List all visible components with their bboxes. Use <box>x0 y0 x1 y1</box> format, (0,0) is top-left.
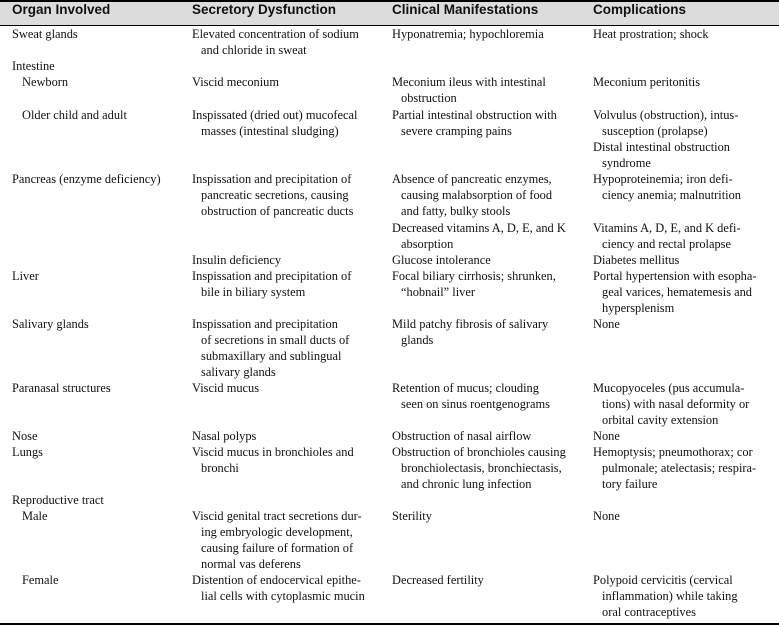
cell-line: obstruction of pancreatic ducts <box>201 204 354 218</box>
cell-line: Nasal polyps <box>192 429 257 443</box>
cell-organ-liver <box>12 268 39 284</box>
cell-line: Viscid meconium <box>192 75 280 89</box>
cell-line: Female <box>22 573 59 587</box>
cell-dysfunction-male <box>192 508 362 572</box>
cell-line: causing failure of formation of <box>201 541 354 555</box>
cell-dysfunction-lungs <box>192 444 354 476</box>
cell-line: salivary glands <box>201 365 276 379</box>
cell-manifestations-newborn <box>392 74 546 106</box>
cell-line: Volvulus (obstruction), intus- <box>593 108 739 122</box>
cell-complications-newborn <box>593 74 700 90</box>
cell-line: bronchiolectasis, bronchiectasis, <box>401 461 562 475</box>
cell-line: bronchi <box>201 461 239 475</box>
cell-line: Focal biliary cirrhosis; shrunken, <box>392 269 556 283</box>
cell-line: orbital cavity extension <box>602 413 719 427</box>
cell-organ-intestine <box>12 58 55 74</box>
cell-line: Lungs <box>12 445 43 459</box>
cell-line: Decreased fertility <box>392 573 484 587</box>
cell-line: Viscid mucus in bronchioles and <box>192 445 354 459</box>
cell-manifestations-vitamins <box>392 220 566 252</box>
cell-complications-salivary <box>593 316 620 332</box>
cell-line: “hobnail” liver <box>401 285 475 299</box>
cell-line: Inspissation and precipitation <box>192 317 338 331</box>
cell-line: Meconium peritonitis <box>593 75 701 89</box>
cell-line: Elevated concentration of sodium <box>192 27 359 41</box>
cell-line: Newborn <box>22 75 69 89</box>
cell-manifestations-older <box>392 107 557 139</box>
cell-line: Obstruction of bronchioles causing <box>392 445 566 459</box>
cell-line: obstruction <box>401 91 457 105</box>
cell-complications-vitamins <box>593 220 741 252</box>
cell-line: Retention of mucus; clouding <box>392 381 539 395</box>
header-dysfunction: Secretory Dysfunction <box>192 2 337 17</box>
cell-line: absorption <box>401 237 454 251</box>
cell-line: geal varices, hematemesis and <box>602 285 753 299</box>
cell-manifestations-lungs <box>392 444 566 492</box>
cell-organ-repro <box>12 492 104 508</box>
cell-complications-female <box>593 572 738 620</box>
cell-manifestations-female <box>392 572 484 588</box>
cell-line: ciency and rectal prolapse <box>602 237 732 251</box>
header-organ: Organ Involved <box>12 2 111 17</box>
cell-line: Intestine <box>12 59 55 73</box>
cell-line: submaxillary and sublingual <box>201 349 342 363</box>
cell-dysfunction-liver <box>192 268 351 300</box>
cell-manifestations-liver <box>392 268 556 300</box>
header-complications: Complications <box>593 2 687 17</box>
cell-line: Paranasal structures <box>12 381 111 395</box>
cell-line: Hyponatremia; hypochloremia <box>392 27 544 41</box>
cell-line: severe cramping pains <box>401 124 512 138</box>
cell-organ-lungs <box>12 444 43 460</box>
cell-line: Mucopyoceles (pus accumula- <box>593 381 745 395</box>
cell-organ-newborn <box>22 74 68 90</box>
cell-line: Liver <box>12 269 39 283</box>
cell-complications-liver <box>593 268 756 316</box>
cell-manifestations-glucose <box>392 252 491 268</box>
cell-line: Male <box>22 509 48 523</box>
cell-line: Sterility <box>392 509 432 523</box>
cell-complications-paranasal <box>593 380 749 428</box>
cell-line: ing embryologic development, <box>201 525 353 539</box>
cell-line: Inspissation and precipitation of <box>192 269 352 283</box>
cell-manifestations-paranasal <box>392 380 550 412</box>
header-manifestations: Clinical Manifestations <box>392 2 539 17</box>
cell-line: Nose <box>12 429 38 443</box>
cell-line: normal vas deferens <box>201 557 301 571</box>
cell-line: Viscid mucus <box>192 381 260 395</box>
cell-line: pulmonale; atelectasis; respira- <box>602 461 757 475</box>
cell-line: hypersplenism <box>602 301 675 315</box>
cell-line: Partial intestinal obstruction with <box>392 108 557 122</box>
cell-line: Heat prostration; shock <box>593 27 709 41</box>
cell-manifestations-salivary <box>392 316 548 348</box>
cell-line: Hemoptysis; pneumothorax; cor <box>593 445 753 459</box>
cell-organ-sweat <box>12 26 78 42</box>
cell-line: masses (intestinal sludging) <box>201 124 339 138</box>
cell-line: ciency anemia; malnutrition <box>602 188 742 202</box>
cell-line: Mild patchy fibrosis of salivary <box>392 317 549 331</box>
cell-line: Glucose intolerance <box>392 253 491 267</box>
cell-manifestations-male <box>392 508 432 524</box>
cell-line: Distal intestinal obstruction <box>593 140 730 154</box>
cell-complications-distal <box>593 139 730 171</box>
cell-line: and fatty, bulky stools <box>401 204 511 218</box>
cell-complications-older <box>593 107 738 139</box>
cell-line: Decreased vitamins A, D, E, and K <box>392 221 566 235</box>
cell-line: bile in biliary system <box>201 285 306 299</box>
cell-line: glands <box>401 333 434 347</box>
cell-organ-pancreas <box>12 171 161 187</box>
cell-complications-sweat <box>593 26 709 42</box>
cell-line: Sweat glands <box>12 27 78 41</box>
cell-line: pancreatic secretions, causing <box>201 188 349 202</box>
cell-line: Vitamins A, D, E, and K defi- <box>593 221 741 235</box>
cell-organ-female <box>22 572 58 588</box>
cell-complications-diabetes <box>593 252 679 268</box>
cell-line: Meconium ileus with intestinal <box>392 75 546 89</box>
cell-line: Diabetes mellitus <box>593 253 680 267</box>
cell-line: Pancreas (enzyme deficiency) <box>12 172 161 186</box>
cell-line: tions) with nasal deformity or <box>602 397 750 411</box>
cell-line: None <box>593 317 620 331</box>
cell-organ-salivary <box>12 316 89 332</box>
cell-organ-older <box>22 107 127 123</box>
cell-line: Obstruction of nasal airflow <box>392 429 532 443</box>
cell-manifestations-nose <box>392 428 531 444</box>
cell-line: Hypoproteinemia; iron defi- <box>593 172 733 186</box>
cell-line: None <box>593 509 620 523</box>
cell-dysfunction-pancreas <box>192 171 353 219</box>
cell-line: susception (prolapse) <box>602 124 708 138</box>
cell-complications-nose <box>593 428 620 444</box>
cell-line: causing malabsorption of food <box>401 188 553 202</box>
cell-manifestations-sweat <box>392 26 544 42</box>
cell-dysfunction-insulin <box>192 252 281 268</box>
cell-line: inflammation) while taking <box>602 589 738 603</box>
cell-line: Absence of pancreatic enzymes, <box>392 172 552 186</box>
cell-line: oral contraceptives <box>602 605 696 619</box>
cell-dysfunction-salivary <box>192 316 349 380</box>
cell-line: tory failure <box>602 477 658 491</box>
cell-complications-male <box>593 508 620 524</box>
cell-line: Older child and adult <box>22 108 127 122</box>
cell-complications-lungs <box>593 444 756 492</box>
cell-line: Portal hypertension with esopha- <box>593 269 757 283</box>
cell-line: and chloride in sweat <box>201 43 307 57</box>
cell-line: Viscid genital tract secretions dur- <box>192 509 362 523</box>
cell-dysfunction-newborn <box>192 74 279 90</box>
cell-line: None <box>593 429 620 443</box>
cell-line: Inspissated (dried out) mucofecal <box>192 108 358 122</box>
cell-dysfunction-paranasal <box>192 380 259 396</box>
cell-organ-nose <box>12 428 37 444</box>
cell-complications-pancreas <box>593 171 741 203</box>
cell-line: seen on sinus roentgenograms <box>401 397 551 411</box>
cell-organ-male <box>22 508 47 524</box>
cell-line: Distention of endocervical epithe- <box>192 573 361 587</box>
cell-dysfunction-sweat <box>192 26 359 58</box>
cell-dysfunction-female <box>192 572 365 604</box>
cell-line: lial cells with cytoplasmic mucin <box>201 589 365 603</box>
cell-dysfunction-older <box>192 107 358 139</box>
cell-line: of secretions in small ducts of <box>201 333 350 347</box>
cell-manifestations-pancreas <box>392 171 552 219</box>
cell-line: Polypoid cervicitis (cervical <box>593 573 733 587</box>
cell-line: Inspissation and precipitation of <box>192 172 352 186</box>
cell-line: Reproductive tract <box>12 493 104 507</box>
cell-line: syndrome <box>602 156 651 170</box>
bottom-rule <box>0 623 779 625</box>
cell-organ-paranasal <box>12 380 111 396</box>
cell-line: and chronic lung infection <box>401 477 532 491</box>
cell-line: Insulin deficiency <box>192 253 282 267</box>
cell-line: Salivary glands <box>12 317 89 331</box>
cell-dysfunction-nose <box>192 428 256 444</box>
